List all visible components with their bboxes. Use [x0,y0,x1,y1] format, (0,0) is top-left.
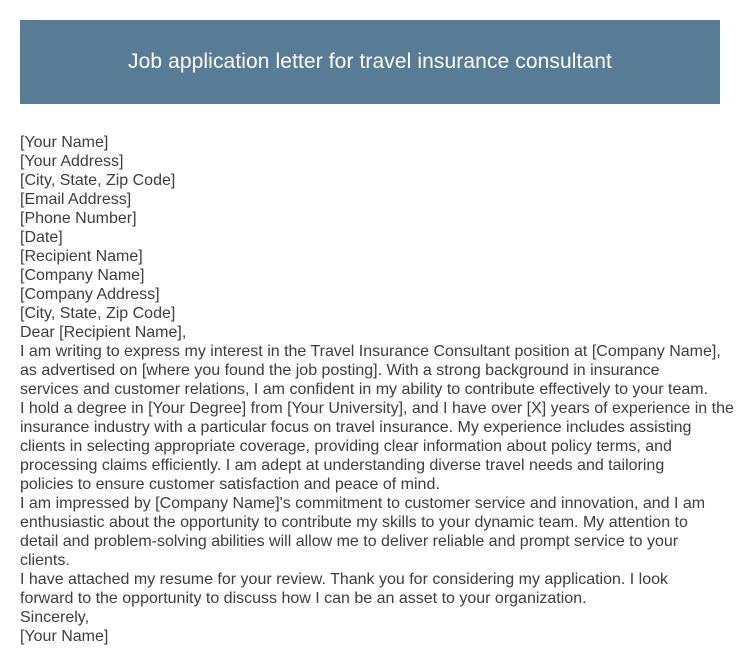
paragraph-line: I hold a degree in [Your Degree] from [Your University], and I have over [X] years of experience in the [20,400,734,417]
title-banner [20,20,720,104]
paragraph-line: processing claims efficiently. I am adept at understanding diverse travel needs and tailoring [20,457,665,474]
paragraph-line: I have attached my resume for your review. Thank you for considering my application. I look [20,571,669,588]
letter-body [20,133,734,646]
recipient-name: [Recipient Name] [20,248,143,265]
paragraph-2 [20,399,734,494]
salutation: Dear [Recipient Name], [20,324,187,341]
sender-city-state-zip: [City, State, Zip Code] [20,172,176,189]
letter-date: [Date] [20,229,63,246]
recipient-company-address: [Company Address] [20,286,160,303]
paragraph-line: I am impressed by [Company Name]'s commitment to customer service and innovation, and I am [20,495,706,512]
paragraph-line: policies to ensure customer satisfaction and peace of mind. [20,476,440,493]
recipient-company: [Company Name] [20,267,145,284]
paragraph-1 [20,342,722,399]
paragraph-line: enthusiastic about the opportunity to contribute my skills to your dynamic team. My attention to [20,514,688,531]
sender-name: [Your Name] [20,134,109,151]
paragraph-line: detail and problem-solving abilities will allow me to deliver reliable and prompt service to your [20,533,679,550]
sender-address: [Your Address] [20,153,124,170]
paragraph-line: forward to the opportunity to discuss how I can be an asset to your organization. [20,590,587,607]
paragraph-line: I am writing to express my interest in the Travel Insurance Consultant position at [Company Name], [20,343,721,360]
sender-phone: [Phone Number] [20,210,137,227]
paragraph-4 [20,570,722,608]
page-title: Job application letter for travel insurance consultant [127,50,612,73]
paragraph-3 [20,494,722,570]
paragraph-line: clients in selecting appropriate coverage, providing clear information about policy terms, and [20,438,672,455]
paragraph-line: as advertised on [where you found the job posting]. With a strong background in insurance [20,362,660,379]
paragraph-line: clients. [20,552,70,569]
closing: Sincerely, [20,609,90,626]
signature-name: [Your Name] [20,628,109,645]
paragraph-line: services and customer relations, I am confident in my ability to contribute effectively to your team. [20,381,709,398]
recipient-city-state-zip: [City, State, Zip Code] [20,305,176,322]
sender-email: [Email Address] [20,191,132,208]
paragraph-line: insurance industry with a particular focus on travel insurance. My experience includes assisting [20,419,692,436]
